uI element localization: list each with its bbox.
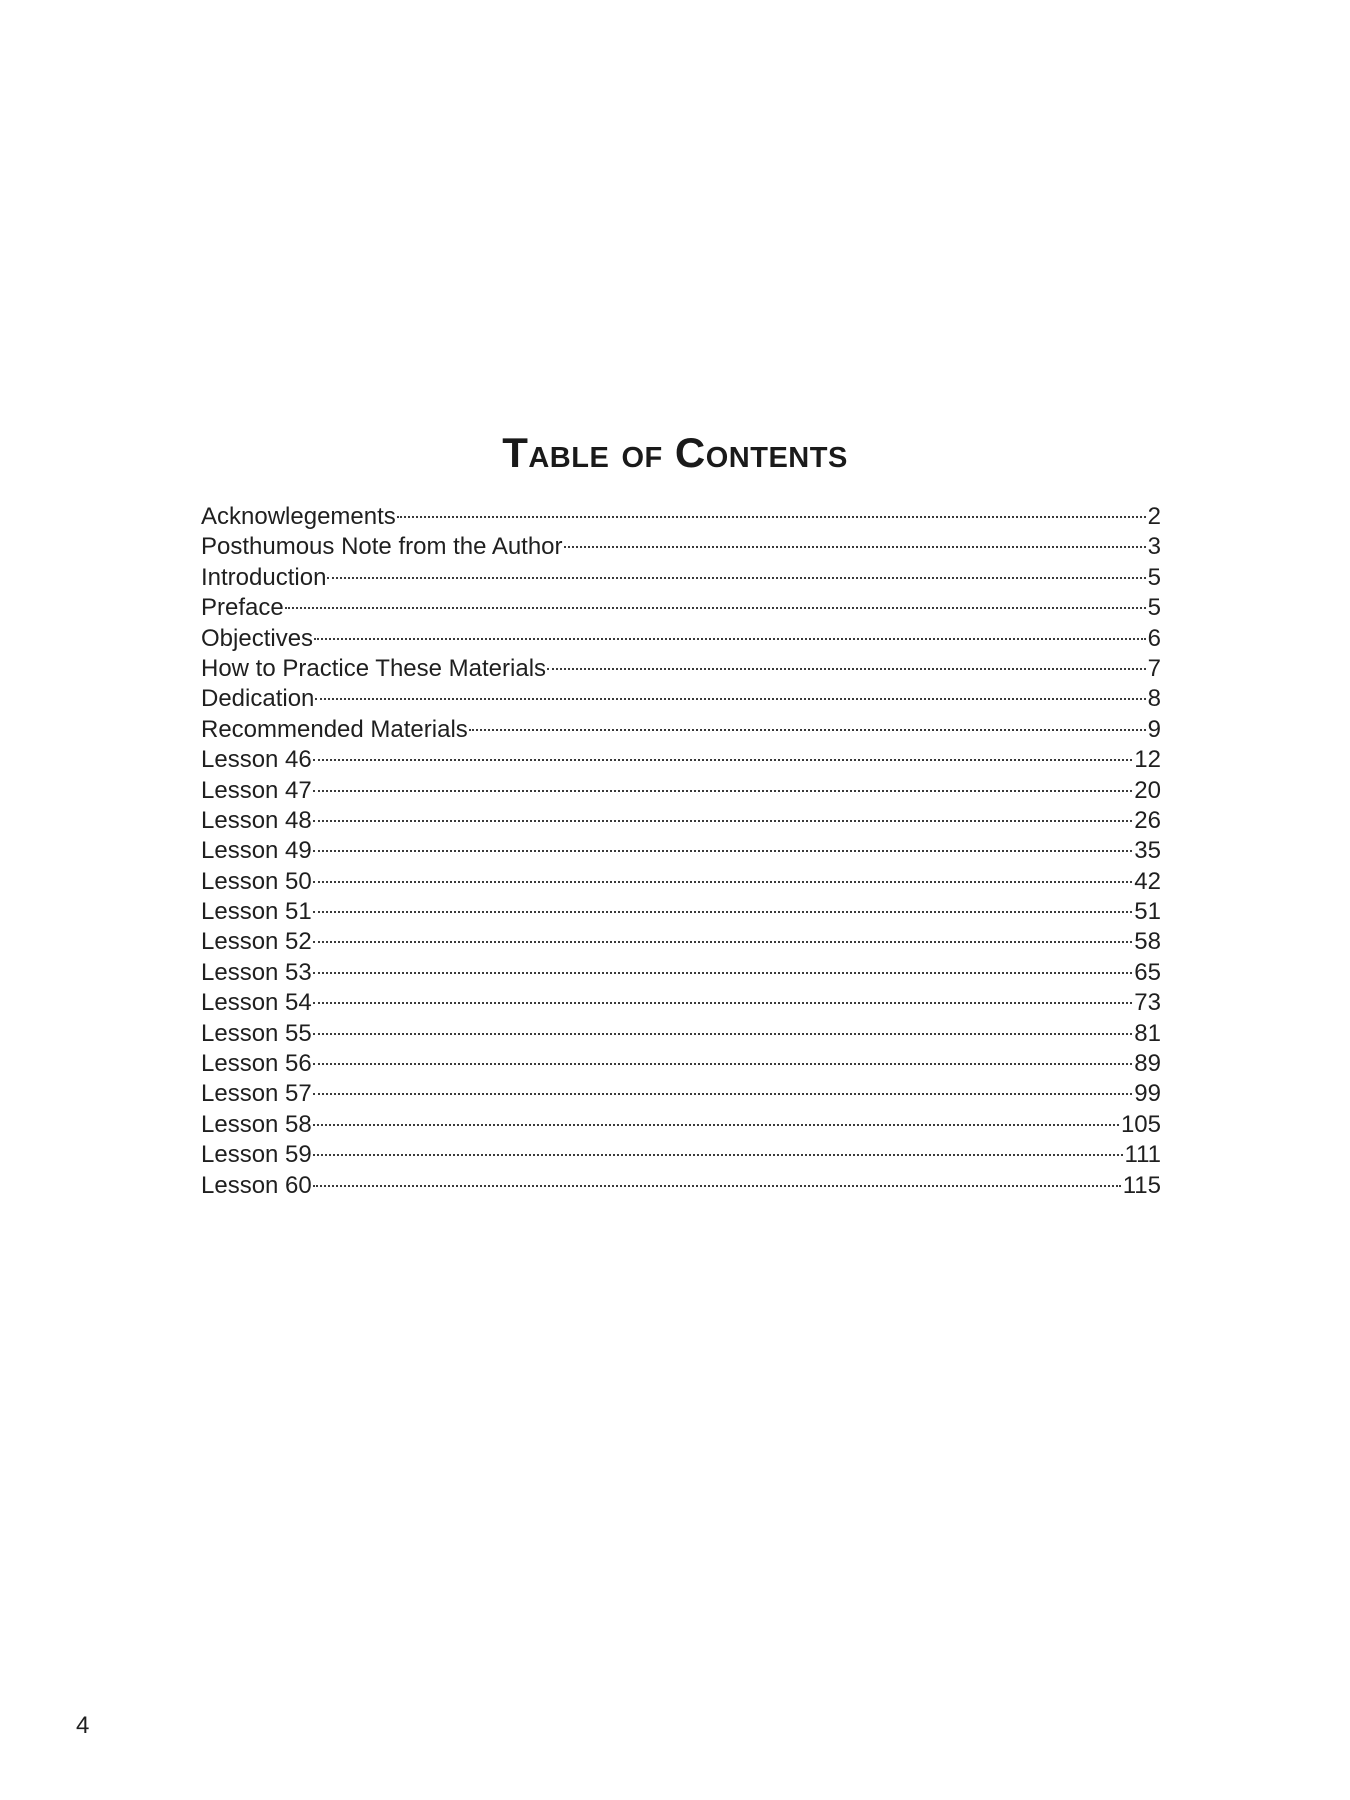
page-title: Table of Contents — [502, 429, 848, 477]
toc-entry[interactable] — [201, 532, 1161, 562]
toc-entry-label: Introduction — [201, 563, 327, 591]
toc-entry-label: Posthumous Note from the Author — [201, 533, 563, 561]
toc-entry[interactable] — [201, 927, 1161, 957]
dot-leader — [313, 759, 1133, 761]
toc-entry[interactable] — [201, 867, 1161, 897]
toc-entry-page-number: 12 — [1134, 746, 1161, 774]
toc-entry-label: Acknowlegements — [201, 503, 396, 530]
table-of-contents — [201, 502, 1161, 1201]
toc-entry-page-number: 111 — [1124, 1141, 1161, 1169]
toc-entry-label: Lesson 58 — [201, 1110, 312, 1138]
toc-entry[interactable] — [201, 776, 1161, 806]
dot-leader — [313, 972, 1133, 974]
toc-entry[interactable] — [201, 958, 1161, 988]
toc-entry[interactable] — [201, 988, 1161, 1018]
toc-entry-label: Lesson 48 — [201, 806, 312, 834]
toc-entry-page-number: 7 — [1147, 654, 1161, 682]
toc-entry[interactable] — [201, 1079, 1161, 1109]
toc-entry[interactable] — [201, 593, 1161, 623]
page-number: 4 — [76, 1712, 90, 1739]
dot-leader — [313, 850, 1133, 852]
toc-entry[interactable] — [201, 836, 1161, 866]
toc-entry-label: Dedication — [201, 685, 315, 713]
toc-entry[interactable] — [201, 563, 1161, 593]
dot-leader — [313, 790, 1133, 792]
toc-entry-page-number: 20 — [1134, 776, 1161, 804]
dot-leader — [313, 1185, 1121, 1187]
dot-leader — [313, 1124, 1119, 1126]
dot-leader — [313, 1002, 1133, 1004]
toc-entry-label: Objectives — [201, 624, 314, 652]
toc-entry-page-number: 73 — [1134, 989, 1161, 1017]
dot-leader — [313, 1063, 1133, 1065]
toc-entry-label: Lesson 55 — [201, 1019, 312, 1047]
toc-entry[interactable] — [201, 1019, 1161, 1049]
toc-entry-label: Recommended Materials — [201, 715, 468, 743]
toc-entry-page-number: 81 — [1134, 1019, 1161, 1047]
dot-leader — [313, 911, 1133, 913]
toc-entry-label: Lesson 49 — [201, 837, 312, 865]
toc-entry[interactable] — [201, 715, 1161, 745]
toc-entry[interactable] — [201, 1140, 1161, 1170]
toc-entry[interactable] — [201, 684, 1161, 714]
toc-entry[interactable] — [201, 1171, 1161, 1201]
toc-entry-label: Lesson 53 — [201, 958, 312, 986]
toc-entry-page-number: 8 — [1147, 685, 1161, 713]
dot-leader — [564, 546, 1146, 548]
toc-entry-page-number: 42 — [1134, 867, 1161, 895]
toc-entry[interactable] — [201, 1049, 1161, 1079]
dot-leader — [285, 607, 1146, 609]
toc-entry-page-number: 51 — [1134, 898, 1161, 926]
dot-leader — [547, 668, 1146, 670]
toc-entry-page-number: 26 — [1134, 806, 1161, 834]
dot-leader — [469, 729, 1146, 731]
toc-entry[interactable] — [201, 897, 1161, 927]
dot-leader — [397, 516, 1146, 518]
toc-entry-label: Lesson 47 — [201, 776, 312, 804]
dot-leader — [313, 1093, 1133, 1095]
toc-entry-label: Lesson 46 — [201, 746, 312, 774]
toc-entry-label: Preface — [201, 594, 284, 622]
toc-entry-label: Lesson 50 — [201, 867, 312, 895]
dot-leader — [313, 1154, 1123, 1156]
toc-entry[interactable] — [201, 654, 1161, 684]
toc-entry-page-number: 5 — [1147, 563, 1161, 591]
toc-entry-label: Lesson 57 — [201, 1080, 312, 1108]
dot-leader — [315, 698, 1145, 700]
dot-leader — [314, 638, 1146, 640]
toc-entry[interactable] — [201, 624, 1161, 654]
toc-entry-label: Lesson 51 — [201, 898, 312, 926]
dot-leader — [313, 941, 1133, 943]
toc-entry[interactable] — [201, 745, 1161, 775]
toc-entry[interactable] — [201, 1110, 1161, 1140]
toc-entry-label: Lesson 54 — [201, 989, 312, 1017]
toc-entry-page-number: 65 — [1134, 958, 1161, 986]
dot-leader — [313, 881, 1133, 883]
toc-entry-page-number: 89 — [1134, 1050, 1161, 1078]
toc-entry[interactable] — [201, 806, 1161, 836]
toc-entry-page-number: 9 — [1147, 715, 1161, 743]
toc-entry[interactable] — [201, 502, 1161, 532]
toc-entry-page-number: 5 — [1147, 594, 1161, 622]
toc-entry-page-number: 35 — [1134, 837, 1161, 865]
toc-entry-page-number: 2 — [1147, 503, 1161, 530]
toc-entry-label: Lesson 60 — [201, 1171, 312, 1199]
toc-entry-label: Lesson 59 — [201, 1141, 312, 1169]
toc-entry-label: How to Practice These Materials — [201, 654, 547, 682]
dot-leader — [313, 820, 1133, 822]
toc-entry-page-number: 3 — [1147, 533, 1161, 561]
toc-entry-page-number: 99 — [1134, 1080, 1161, 1108]
toc-entry-page-number: 6 — [1147, 624, 1161, 652]
toc-entry-page-number: 115 — [1122, 1171, 1161, 1199]
toc-entry-label: Lesson 56 — [201, 1050, 312, 1078]
dot-leader — [313, 1033, 1133, 1035]
dot-leader — [327, 577, 1145, 579]
toc-entry-page-number: 105 — [1120, 1110, 1161, 1138]
toc-entry-page-number: 58 — [1134, 928, 1161, 956]
toc-entry-label: Lesson 52 — [201, 928, 312, 956]
